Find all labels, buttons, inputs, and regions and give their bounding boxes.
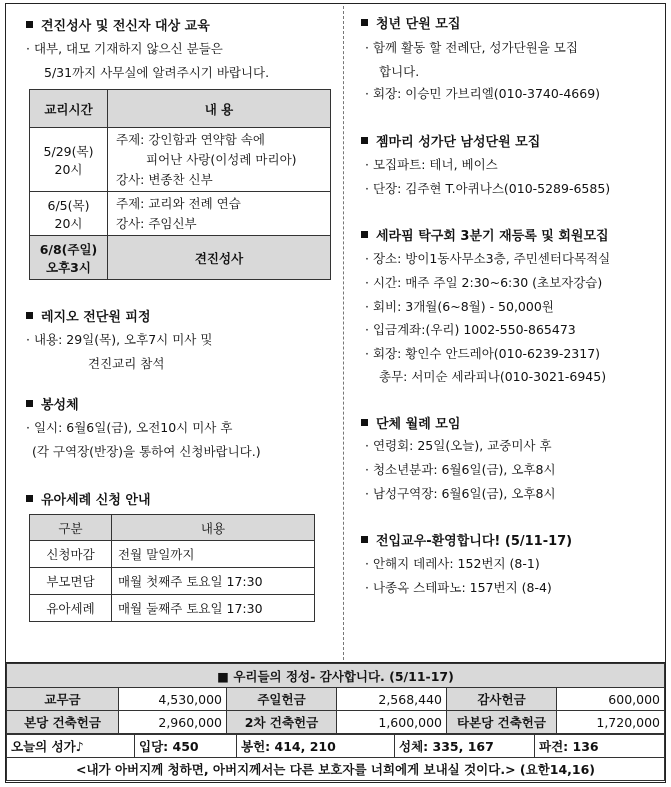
youth-line-1: · 함께 활동 할 전례단, 성가단원을 모집 [365, 40, 578, 55]
tennis-line-1: · 장소: 방이1동사무소3층, 주민센터다목적실 [365, 251, 611, 266]
tennis-line-3: · 회비: 3개월(6~8월) - 50,000원 [365, 299, 554, 314]
hymn-table [6, 734, 665, 781]
tennis-line-5: · 회장: 황인수 안드레아(010-6239-2317) [365, 346, 601, 361]
table-row: 6/8(주일) 오후3시 견진성사 [30, 236, 331, 280]
square-bullet-icon [361, 231, 368, 238]
table-row: 5/29(목) 20시 주제: 강인함과 연약함 속에 피어난 사랑(이성례 마리아) 강사: 변종찬 신부 [30, 128, 331, 192]
choir-line-1: · 모집파트: 테너, 베이스 [365, 157, 498, 172]
section-title-table-tennis: 세라핌 탁구회 3분기 재등록 및 회원모집 [361, 225, 609, 244]
meeting-line-1: · 연령회: 25일(오늘), 교중미사 후 [365, 438, 552, 453]
table-row: 유아세례 매월 둘째주 토요일 17:30 [30, 595, 315, 622]
meeting-line-2: · 청소년분과: 6월6일(금), 오후8시 [365, 462, 556, 477]
confirmation-schedule-table [29, 89, 331, 280]
tennis-line-4: · 입금계좌:(우리) 1002-550-865473 [365, 322, 576, 337]
section-title-legio: 레지오 전단원 피정 [26, 306, 151, 325]
table-row: 교무금 4,530,000 주일헌금 2,568,440 감사헌금 600,000 [7, 688, 665, 711]
square-bullet-icon [26, 495, 33, 502]
section-title-choir-recruit: 젬마리 성가단 남성단원 모집 [361, 131, 540, 150]
offering-section [6, 662, 665, 781]
table-header: 내 용 [108, 90, 331, 128]
offering-table [6, 663, 665, 734]
confirmation-line-2: 5/31까지 사무실에 알려주시기 바랍니다. [44, 65, 270, 80]
infant-baptism-table [29, 514, 315, 622]
tennis-line-6: 총무: 서미순 세라피나(010-3021-6945) [379, 369, 607, 384]
offering-title: ■ 우리들의 정성- 감사합니다. (5/11-17) [7, 664, 665, 688]
choir-line-2: · 단장: 김주현 T.아퀴나스(010-5289-6585) [365, 181, 611, 196]
youth-line-2: 합니다. [379, 64, 420, 79]
legio-line-2: 견진교리 참석 [88, 356, 165, 371]
welcome-line-1: · 안해지 데레사: 152번지 (8-1) [365, 556, 540, 571]
table-row: 신청마감 전월 말일까지 [30, 541, 315, 568]
bible-quote: <내가 아버지께 청하면, 아버지께서는 다른 보호자를 너희에게 보내실 것이다.> (요한14,16) [7, 758, 665, 781]
table-row: 오늘의 성가♪ 입당: 450 봉헌: 414, 210 성체: 335, 167 파견: 136 [7, 735, 665, 758]
section-title-communion: 봉성체 [26, 394, 79, 413]
section-title-infant-baptism: 유아세례 신청 안내 [26, 489, 151, 508]
table-header: 교리시간 [30, 90, 108, 128]
column-divider [343, 6, 344, 660]
table-row: 본당 건축헌금 2,960,000 2차 건축헌금 1,600,000 타본당 건축헌금 1,720,000 [7, 711, 665, 734]
square-bullet-icon [361, 419, 368, 426]
section-title-welcome: 전입교우-환영합니다! (5/11-17) [361, 530, 572, 549]
section-title-monthly-meeting: 단체 월례 모임 [361, 413, 460, 432]
square-bullet-icon [361, 19, 368, 26]
table-row: 6/5(목) 20시 주제: 교리와 전례 연습 강사: 주임신부 [30, 192, 331, 236]
square-bullet-icon [361, 137, 368, 144]
section-title-confirmation: 견진성사 및 전신자 대상 교육 [26, 15, 210, 34]
section-title-youth-recruit: 청년 단원 모집 [361, 13, 460, 32]
table-header: 내용 [112, 515, 315, 541]
welcome-line-2: · 나종옥 스테파노: 157번지 (8-4) [365, 580, 552, 595]
meeting-line-3: · 남성구역장: 6월6일(금), 오후8시 [365, 486, 556, 501]
communion-line-1: · 일시: 6월6일(금), 오전10시 미사 후 [26, 420, 233, 435]
confirmation-line-1: · 대부, 대모 기재하지 않으신 분들은 [26, 41, 223, 56]
legio-line-1: · 내용: 29일(목), 오후7시 미사 및 [26, 332, 213, 347]
communion-line-2: (각 구역장(반장)을 통하여 신청바랍니다.) [32, 444, 261, 459]
square-bullet-icon [26, 312, 33, 319]
table-header: 구분 [30, 515, 112, 541]
tennis-line-2: · 시간: 매주 주일 2:30~6:30 (초보자강습) [365, 275, 603, 290]
square-bullet-icon [26, 21, 33, 28]
square-bullet-icon [361, 536, 368, 543]
square-bullet-icon [26, 400, 33, 407]
table-row: 부모면담 매월 첫째주 토요일 17:30 [30, 568, 315, 595]
youth-line-3: · 회장: 이승민 가브리엘(010-3740-4669) [365, 86, 601, 101]
